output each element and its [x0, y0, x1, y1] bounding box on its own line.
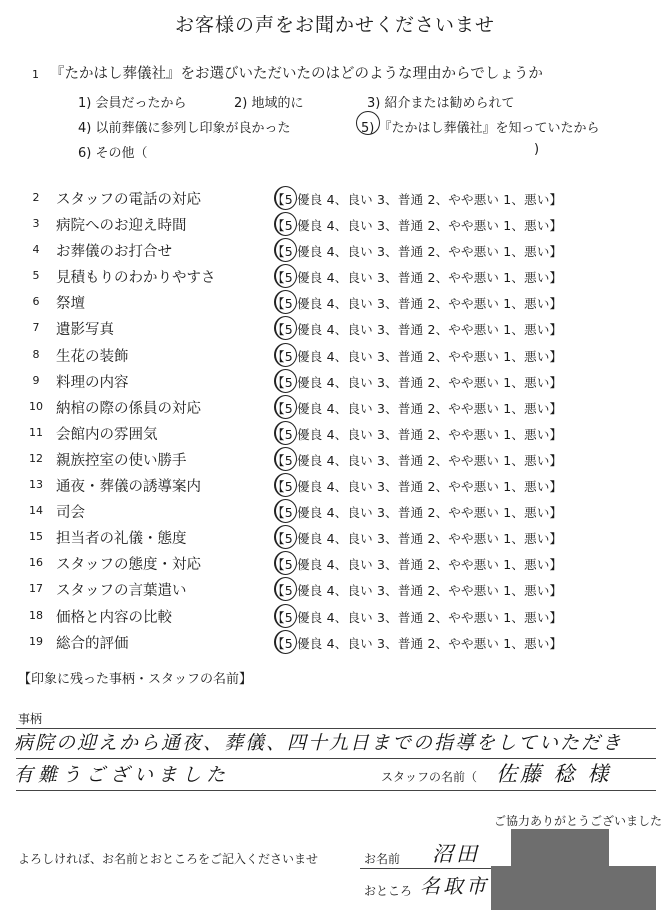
rating-row: [0, 473, 670, 499]
rating-row: [0, 395, 670, 421]
row-label: 見積もりのわかりやすさ: [56, 270, 216, 287]
row-label: 料理の内容: [56, 374, 129, 391]
row-number: 4: [32, 243, 40, 257]
row-label: 価格と内容の比較: [56, 609, 172, 626]
rating-scale[interactable]: 【5 優良 4、良い 3、普通 2、やや悪い 1、悪い】: [272, 635, 563, 651]
rating-scale[interactable]: 【5 優良 4、良い 3、普通 2、やや悪い 1、悪い】: [272, 557, 563, 573]
row-label: 親族控室の使い勝手: [56, 452, 187, 469]
rating-row: [0, 343, 670, 369]
rating-row: [0, 604, 670, 630]
row-number: 6: [32, 295, 40, 309]
q1-option-6[interactable]: 6) その他（: [78, 146, 148, 161]
row-label: 司会: [56, 505, 85, 522]
jigara-label: 事柄: [18, 712, 43, 726]
row-label: 祭壇: [56, 296, 85, 313]
rating-scale[interactable]: 【5 優良 4、良い 3、普通 2、やや悪い 1、悪い】: [272, 296, 563, 312]
q1-option-2[interactable]: 2) 地域的に: [234, 96, 304, 111]
row-label: 生花の装飾: [56, 348, 129, 365]
page-title: お客様の声をお聞かせくださいませ: [174, 14, 495, 36]
handwritten-comment-line-2[interactable]: 有難うございました: [14, 764, 231, 786]
row-number: 13: [29, 478, 43, 492]
rating-scale[interactable]: 【5 優良 4、良い 3、普通 2、やや悪い 1、悪い】: [272, 218, 563, 234]
address-handwritten[interactable]: 名取市: [420, 874, 489, 898]
rating-scale[interactable]: 【5 優良 4、良い 3、普通 2、やや悪い 1、悪い】: [272, 348, 563, 364]
row-label: 担当者の礼儀・態度: [56, 531, 187, 548]
address-label: おところ: [364, 884, 413, 898]
row-number: 7: [32, 321, 40, 335]
row-number: 3: [32, 217, 40, 231]
row-label: お葬儀のお打合せ: [56, 244, 172, 261]
row-label: 総合的評価: [56, 635, 129, 652]
rating-row: [0, 577, 670, 603]
row-number: 12: [29, 451, 43, 465]
rating-row: [0, 186, 670, 212]
handwritten-comment-line-1[interactable]: 病院の迎えから通夜、葬儀、四十九日までの指導をしていただき: [14, 732, 624, 754]
row-number: 8: [32, 347, 40, 361]
row-label: スタッフの言葉遣い: [56, 583, 187, 600]
row-label: スタッフの態度・対応: [56, 557, 201, 574]
row-number: 16: [29, 556, 43, 570]
address-redaction: [491, 866, 656, 910]
rating-scale[interactable]: 【5 優良 4、良い 3、普通 2、やや悪い 1、悪い】: [272, 583, 563, 599]
request-text: よろしければ、お名前とおところをご記入くださいませ: [18, 852, 319, 866]
rating-scale[interactable]: 【5 優良 4、良い 3、普通 2、やや悪い 1、悪い】: [272, 452, 563, 468]
row-number: 14: [29, 504, 43, 518]
row-label: 納棺の際の係員の対応: [56, 400, 201, 417]
rating-row: [0, 238, 670, 264]
rating-row: [0, 421, 670, 447]
rating-scale[interactable]: 【5 優良 4、良い 3、普通 2、やや悪い 1、悪い】: [272, 505, 563, 521]
row-label: 遺影写真: [56, 322, 114, 339]
row-number: 10: [29, 399, 43, 413]
q1-option-5[interactable]: 5) 『たかはし葬儀社』を知っていたから: [361, 121, 600, 136]
q1-option-4[interactable]: 4) 以前葬儀に参列し印象が良かった: [78, 121, 291, 136]
row-label: 通夜・葬儀の誘導案内: [56, 479, 201, 496]
rating-scale[interactable]: 【5 優良 4、良い 3、普通 2、やや悪い 1、悪い】: [272, 244, 563, 260]
rating-row: [0, 630, 670, 656]
rating-row: [0, 447, 670, 473]
staff-name-handwritten[interactable]: 佐藤 稔 様: [496, 762, 612, 786]
rating-row: [0, 551, 670, 577]
rating-row: [0, 316, 670, 342]
row-number: 19: [29, 634, 43, 648]
row-number: 2: [32, 191, 40, 204]
q1-option-1[interactable]: 1) 会員だったから: [78, 96, 187, 111]
rating-scale[interactable]: 【5 優良 4、良い 3、普通 2、やや悪い 1、悪い】: [272, 270, 563, 286]
name-redaction: [511, 829, 609, 866]
rating-scale[interactable]: 【5 優良 4、良い 3、普通 2、やや悪い 1、悪い】: [272, 479, 563, 495]
rating-scale[interactable]: 【5 優良 4、良い 3、普通 2、やや悪い 1、悪い】: [272, 609, 563, 625]
rating-scale[interactable]: 【5 優良 4、良い 3、普通 2、やや悪い 1、悪い】: [272, 400, 563, 416]
staff-name-label: スタッフの名前（: [381, 770, 478, 784]
rating-row: [0, 264, 670, 290]
row-number: 18: [29, 608, 43, 622]
row-number: 9: [32, 373, 40, 387]
rating-scale[interactable]: 【5 優良 4、良い 3、普通 2、やや悪い 1、悪い】: [272, 322, 563, 338]
question-1-text: 『たかはし葬儀社』をお選びいただいたのはどのような理由からでしょうか: [50, 66, 543, 82]
rating-scale[interactable]: 【5 優良 4、良い 3、普通 2、やや悪い 1、悪い】: [272, 426, 563, 442]
q1-option-6-close: ): [534, 142, 540, 157]
rating-row: [0, 212, 670, 238]
question-1-number: 1: [32, 68, 39, 81]
row-label: 会館内の雰囲気: [56, 426, 158, 443]
rating-scale[interactable]: 【5 優良 4、良い 3、普通 2、やや悪い 1、悪い】: [272, 374, 563, 390]
row-label: スタッフの電話の対応: [56, 192, 201, 208]
thanks-text: ご協力ありがとうございました: [494, 814, 663, 828]
rating-row: [0, 369, 670, 395]
name-handwritten[interactable]: 沼田: [432, 842, 480, 866]
rating-row: [0, 525, 670, 551]
name-label: お名前: [364, 852, 401, 866]
row-number: 5: [32, 269, 40, 283]
rating-row: [0, 499, 670, 525]
impression-header: 【印象に残った事柄・スタッフの名前】: [18, 672, 253, 687]
row-number: 15: [29, 530, 43, 544]
rating-table: [0, 186, 670, 656]
rating-scale[interactable]: 【5 優良 4、良い 3、普通 2、やや悪い 1、悪い】: [272, 531, 563, 547]
comment-line-2: [16, 790, 656, 791]
row-label: 病院へのお迎え時間: [56, 218, 187, 235]
rating-row: [0, 290, 670, 316]
rating-scale[interactable]: 【5 優良 4、良い 3、普通 2、やや悪い 1、悪い】: [272, 192, 563, 207]
row-number: 17: [29, 582, 43, 596]
row-number: 11: [29, 425, 43, 439]
q1-option-3[interactable]: 3) 紹介または勧められて: [367, 96, 515, 111]
